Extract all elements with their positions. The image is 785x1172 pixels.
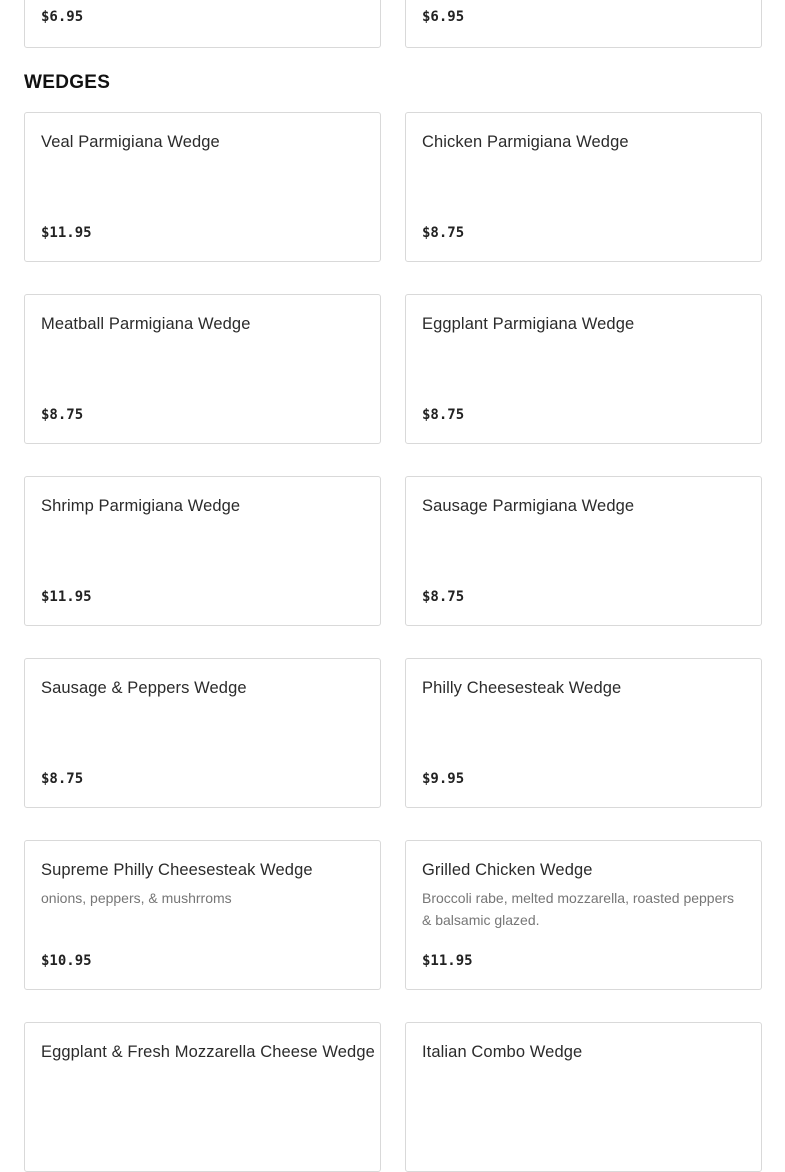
item-name: Meatball Parmigiana Wedge: [41, 315, 251, 333]
item-price: $8.75: [422, 589, 465, 605]
item-name: Veal Parmigiana Wedge: [41, 133, 220, 151]
item-price: $9.95: [422, 771, 465, 787]
menu-item-card[interactable]: [24, 1022, 381, 1172]
item-name: Chicken Parmigiana Wedge: [422, 133, 629, 151]
item-price: $8.75: [41, 771, 84, 787]
item-price: $11.95: [41, 589, 92, 605]
item-price: $11.95: [41, 225, 92, 241]
item-name: Eggplant Parmigiana Wedge: [422, 315, 635, 333]
item-description: onions, peppers, & mushrroms: [41, 890, 232, 906]
item-name: Sausage Parmigiana Wedge: [422, 497, 635, 515]
item-price: $8.75: [422, 225, 465, 241]
item-name: Philly Cheesesteak Wedge: [422, 679, 622, 697]
menu-item-card[interactable]: [405, 0, 762, 48]
item-price: $8.75: [41, 407, 84, 423]
item-name: Grilled Chicken Wedge: [422, 861, 593, 879]
menu-item-card[interactable]: [405, 658, 762, 808]
item-name: Shrimp Parmigiana Wedge: [41, 497, 241, 515]
menu-item-card[interactable]: [24, 294, 381, 444]
menu-item-card[interactable]: [405, 294, 762, 444]
item-price: $8.75: [422, 407, 465, 423]
menu-item-card[interactable]: [405, 840, 762, 990]
item-price: $11.95: [422, 953, 473, 969]
item-name: Sausage & Peppers Wedge: [41, 679, 247, 697]
item-price: $6.95: [41, 9, 84, 25]
menu-item-card[interactable]: [405, 112, 762, 262]
menu-item-card[interactable]: [405, 476, 762, 626]
menu-item-card[interactable]: [405, 1022, 762, 1172]
menu-item-card[interactable]: [24, 112, 381, 262]
item-price: $10.95: [41, 953, 92, 969]
item-name: Italian Combo Wedge: [422, 1043, 583, 1061]
menu-item-card[interactable]: [24, 476, 381, 626]
section-title-wedges: WEDGES: [24, 72, 111, 93]
item-price: $6.95: [422, 9, 465, 25]
item-description: Broccoli rabe, melted mozzarella, roasted peppers & balsamic glazed.: [422, 890, 735, 928]
menu-item-card[interactable]: [24, 840, 381, 990]
item-name: Eggplant & Fresh Mozzarella Cheese Wedge: [41, 1043, 375, 1061]
menu-item-card[interactable]: [24, 0, 381, 48]
item-name: Supreme Philly Cheesesteak Wedge: [41, 861, 313, 879]
menu-item-card[interactable]: [24, 658, 381, 808]
